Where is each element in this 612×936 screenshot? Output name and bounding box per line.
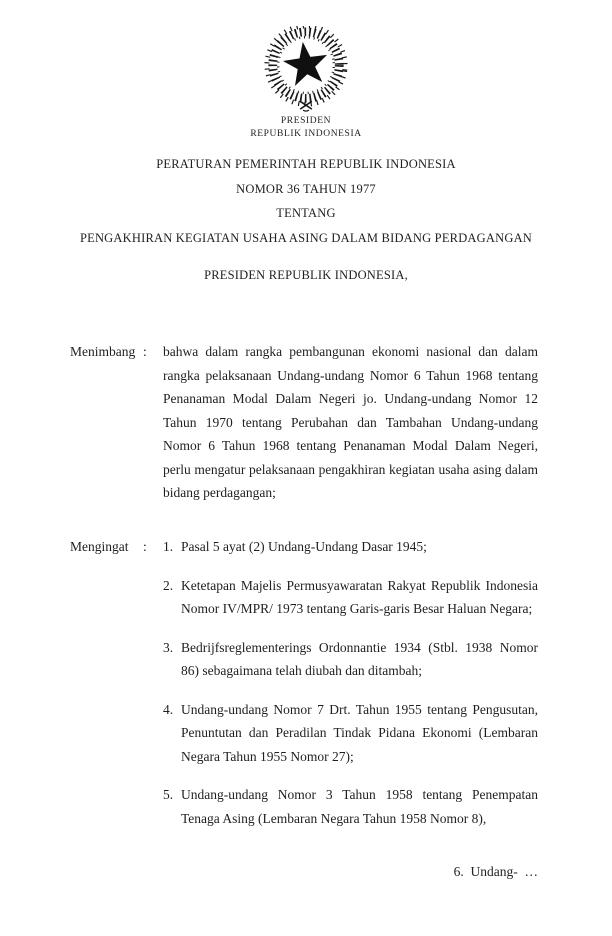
title-line-4: PENGAKHIRAN KEGIATAN USAHA ASING DALAM BIDANG PERDAGANGAN [79,230,533,245]
item-text: Pasal 5 ayat (2) Undang-Undang Dasar 1945; [181,539,427,554]
salutation: PRESIDEN REPUBLIK INDONESIA, [204,268,408,282]
mengingat-colon: : [143,539,147,554]
list-item [163,636,538,683]
mengingat-label: Mengingat [70,539,129,554]
mengingat-clause [70,535,538,830]
item-text: Ketetapan Majelis Permusyawaratan Rakyat Republik Indonesia Nomor IV/MPR/ 1973 tentang Garis-garis Besar Haluan Negara; [181,577,538,616]
list-item [163,535,538,559]
mengingat-list [163,535,538,830]
letterhead [0,26,612,140]
item-text: Undang-undang Nomor 7 Drt. Tahun 1955 tentang Pengusutan, Penuntutan dan Peradilan Tindak Pidana Ekonomi (Lembaran Negara Tahun 1955 Nomor 27); [181,701,538,764]
list-item [163,574,538,621]
title-line-3: TENTANG [276,206,336,220]
list-item [163,698,538,769]
menimbang-body: bahwa dalam rangka pembangunan ekonomi nasional dan dalam rangka pelaksanaan Undang-undang Nomor 6 Tahun 1968 tentang Penanaman Modal Dalam Negeri jo. Undang-undang Nomor 12 Tahun 1970 tentang Perubahan dan Tambahan Undang-undang Nomor 6 Tahun 1968 tentang Penanaman Modal Dalam Negeri, perlu mengatur pelaksanaan pengakhiran kegiatan usaha asing dalam bidang perdagangan; [163,344,538,500]
regulation-title [36,152,576,250]
item-number: 5. [163,787,174,802]
title-line-2: NOMOR 36 TAHUN 1977 [236,181,376,196]
item-text: Undang-undang Nomor 3 Tahun 1958 tentang Penempatan Tenaga Asing (Lembaran Negara Tahun 1958 Nomor 8), [181,787,538,826]
item-number: 3. [163,639,174,655]
letterhead-presiden: PRESIDEN [280,116,332,126]
list-item [163,783,538,830]
menimbang-label: Menimbang [70,344,136,359]
item-number: 1. [163,539,174,554]
menimbang-clause [70,340,538,505]
item-number: 4. [163,701,174,717]
item-number: 2. [163,577,174,593]
star-wreath-emblem-icon [257,26,355,114]
letterhead-republik: REPUBLIK INDONESIA [250,129,362,139]
page-catchword: 6. Undang- … [453,864,538,879]
menimbang-colon: : [143,344,147,359]
title-line-1: PERATURAN PEMERINTAH REPUBLIK INDONESIA [156,157,456,171]
item-text: Bedrijfsreglementerings Ordonnantie 1934 (Stbl. 1938 Nomor 86) sebagaimana telah diubah dan ditambah; [181,639,538,678]
